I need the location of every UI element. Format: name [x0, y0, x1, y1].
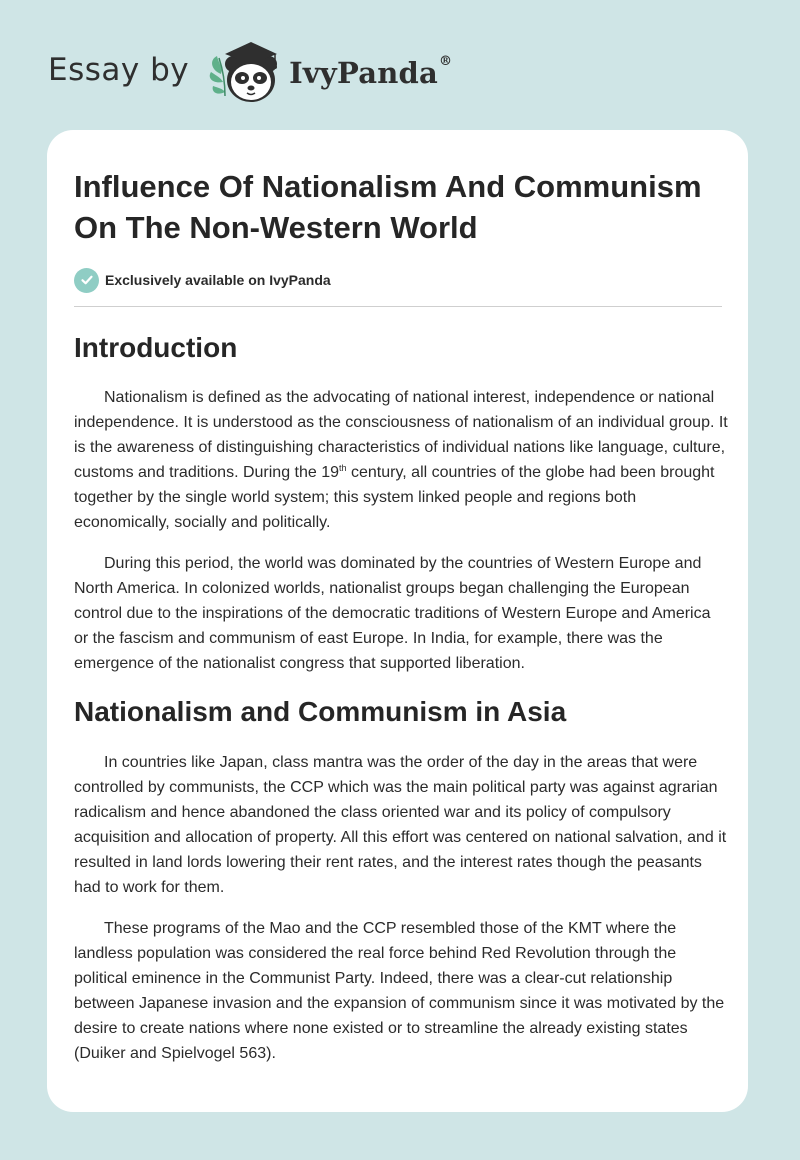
panda-graduate-icon [203, 34, 293, 110]
superscript: th [339, 463, 347, 473]
section-heading-asia: Nationalism and Communism in Asia [74, 696, 567, 727]
brand-prefix: Essay by [48, 52, 190, 88]
essay-title: Influence Of Nationalism And Communism On The Non-Western World [74, 169, 702, 245]
paragraph-text: Nationalism is defined as the advocating of national interest, independence or national independence. It is understood as the consciousness of nationalism of an individual group. It is the awareness of distinguishing characteristics of individual nations like language, culture, customs and traditions. During the 19 [74, 389, 728, 481]
paragraph: These programs of the Mao and the CCP resembled those of the KMT where the landless population was considered the real force behind Red Revolution through the political eminence in the Communist Party. Indeed, there was a clear-cut relationship between Japanese invasion and the expansion of communism since it was motivated by the desire to create nations where none existed or to streamline the already existing states (Duiker and Spielvogel 563). [74, 920, 725, 1062]
paragraph: During this period, the world was dominated by the countries of Western Europe and North America. In colonized worlds, nationalist groups began challenging the European control due to the inspirations of the democratic traditions of Western Europe and America or the fascism and communism of east Europe. In India, for example, there was the emergence of the nationalist congress that supported liberation. [74, 555, 711, 672]
check-icon [74, 268, 99, 293]
exclusive-badge [74, 267, 722, 293]
registered-mark: ® [438, 54, 453, 69]
paragraph [74, 385, 728, 535]
exclusive-text: Exclusively available on IvyPanda [105, 272, 331, 288]
brand-name-text: IvyPanda [289, 56, 438, 90]
paragraph: In countries like Japan, class mantra was the order of the day in the areas that were controlled by communists, the CCP which was the main political party was against agrarian radicalism and hence abandoned the class oriented war and its policy of compulsory acquisition and allocation of property. All this effort was centered on national salvation, and it resulted in land lords lowering their rent rates, and the interest rates though the peasants had to work for them. [74, 754, 727, 896]
essay-card [47, 130, 748, 1112]
divider [74, 306, 722, 307]
brand-name [289, 56, 452, 90]
paragraph-text-continued: century, all countries of the globe had been brought together by the single world system; this system linked people and regions both economically, socially and politically. [74, 464, 715, 531]
section-heading-introduction: Introduction [74, 332, 238, 363]
site-brand[interactable] [48, 34, 452, 110]
